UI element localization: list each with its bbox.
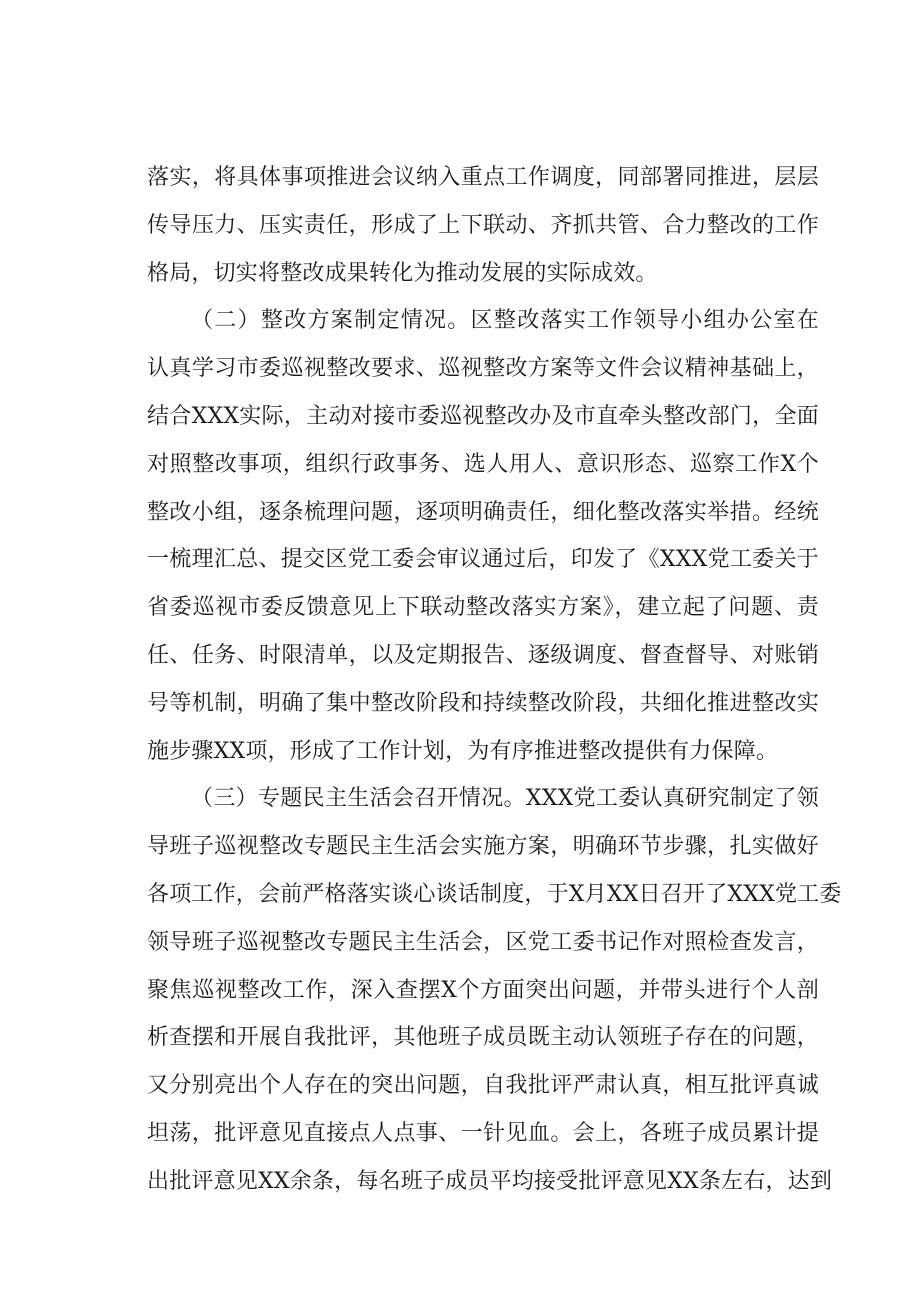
text-line: 格局，切实将整改成果转化为推动发展的实际成效。 (147, 260, 658, 286)
paragraph-plan (147, 297, 819, 775)
text-line: 领导班子巡视整改专题民主生活会，区党工委书记作对照检查发言， (147, 929, 819, 955)
text-line: 号等机制，明确了集中整改阶段和持续整改阶段，共细化推进整改实 (147, 690, 819, 716)
text-line: 传导压力、压实责任，形成了上下联动、齐抓共管、合力整改的工作 (147, 212, 819, 238)
text-line: 导班子巡视整改专题民主生活会实施方案，明确环节步骤，扎实做好 (147, 834, 819, 860)
text-line: 对照整改事项，组织行政事务、选人用人、意识形态、巡察工作X个 (147, 451, 819, 477)
text-line: 聚焦巡视整改工作，深入查摆X个方面突出问题，并带头进行个人剖 (147, 977, 819, 1003)
text-line: 认真学习市委巡视整改要求、巡视整改方案等文件会议精神基础上， (147, 356, 819, 382)
text-line: （二）整改方案制定情况。区整改落实工作领导小组办公室在 (191, 308, 819, 334)
text-line: 整改小组，逐条梳理问题，逐项明确责任，细化整改落实举措。经统 (147, 499, 819, 525)
paragraph-continuation (147, 154, 819, 297)
text-line: 出批评意见XX余条，每名班子成员平均接受批评意见XX条左右，达到 (147, 1168, 833, 1194)
text-line: 一梳理汇总、提交区党工委会审议通过后，印发了《XXX党工委关于 (147, 547, 819, 573)
paragraph-meeting (147, 775, 842, 1205)
text-line: 任、任务、时限清单，以及定期报告、逐级调度、督查督导、对账销 (147, 642, 819, 668)
text-line: 析查摆和开展自我批评，其他班子成员既主动认领班子存在的问题， (147, 1025, 819, 1051)
text-line: 落实，将具体事项推进会议纳入重点工作调度，同部署同推进，层层 (147, 165, 819, 190)
text-line: 又分别亮出个人存在的突出问题，自我批评严肃认真，相互批评真诚 (147, 1073, 819, 1099)
text-line: 省委巡视市委反馈意见上下联动整改落实方案》，建立起了问题、责 (147, 595, 819, 621)
text-line: （三）专题民主生活会召开情况。XXX党工委认真研究制定了领 (191, 786, 819, 812)
text-line: 施步骤XX项，形成了工作计划，为有序推进整改提供有力保障。 (147, 738, 779, 764)
text-line: 各项工作，会前严格落实谈心谈话制度，于X月XX日召开了XXX党工委 (147, 881, 842, 907)
text-line: 结合XXX实际，主动对接市委巡视整改办及市直牵头整改部门，全面 (147, 403, 819, 429)
body-text (147, 154, 842, 1206)
text-line: 坦荡，批评意见直接点人点事、一针见血。会上，各班子成员累计提 (147, 1120, 819, 1146)
